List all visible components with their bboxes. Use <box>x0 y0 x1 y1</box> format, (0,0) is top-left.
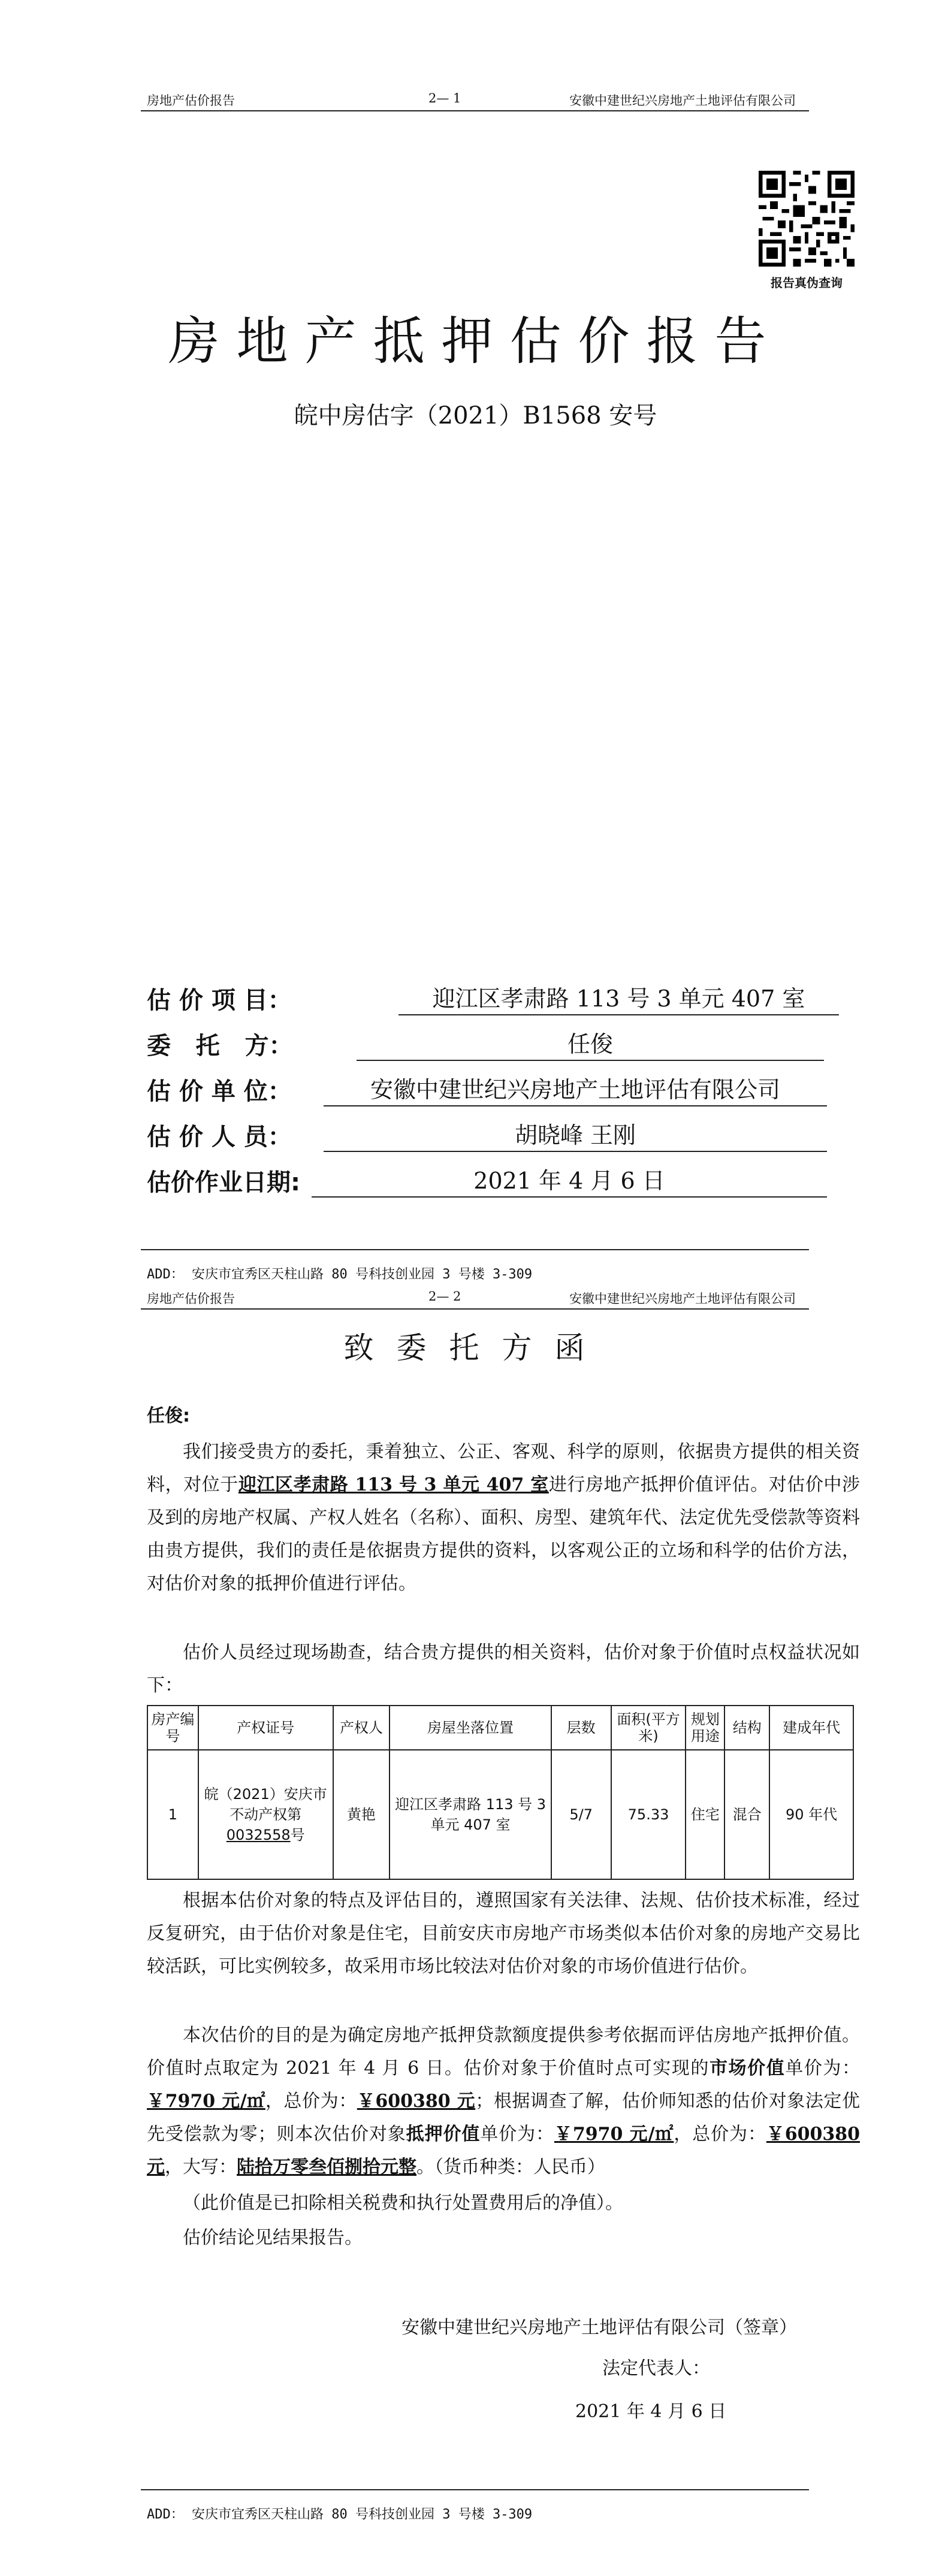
th-location: 房屋坐落位置 <box>390 1706 551 1750</box>
th-structure: 结构 <box>724 1706 769 1750</box>
header-left: 房地产估价报告 <box>147 93 235 108</box>
cell-use: 住宅 <box>686 1750 724 1879</box>
info-label-appraiser-company: 估 价 单 位： <box>147 1078 292 1105</box>
signature-company: 安徽中建世纪兴房地产土地评估有限公司（签章） <box>401 2317 797 2338</box>
info-label-appraisers: 估 价 人 员： <box>147 1123 292 1151</box>
report-number: 皖中房估字（2021）B1568 安号 <box>294 402 657 430</box>
signature-legal-rep: 法定代表人： <box>602 2358 710 2379</box>
header-page-number: 2— 1 <box>428 91 461 105</box>
footer-address: ADD： 安庆市宜秀区天柱山路 80 号科技创业园 3 号楼 3-309 <box>147 1267 533 1282</box>
th-property-no: 房产编号 <box>147 1706 198 1750</box>
header-left-p2: 房地产估价报告 <box>147 1292 235 1306</box>
table-header-row <box>147 1706 853 1750</box>
header-right-p2: 安徽中建世纪兴房地产土地评估有限公司 <box>569 1292 796 1306</box>
info-value-project: 迎江区孝肃路 113 号 3 单元 407 室 <box>398 980 839 1015</box>
cell-area: 75.33 <box>611 1750 686 1879</box>
qr-caption: 报告真伪查询 <box>771 276 843 290</box>
report-title: 房地产抵押估价报告 <box>168 312 783 371</box>
mortgage-unit-price: ￥7970 元/㎡ <box>554 2124 674 2145</box>
total-in-words: 陆拾万零叁佰捌拾元整 <box>237 2157 416 2178</box>
property-address-highlight: 迎江区孝肃路 113 号 3 单元 407 室 <box>238 1474 549 1495</box>
cell-location: 迎江区孝肃路 113 号 3 单元 407 室 <box>390 1750 551 1879</box>
info-value-appraiser-company: 安徽中建世纪兴房地产土地评估有限公司 <box>324 1071 827 1106</box>
market-unit-price: ￥7970 元/㎡ <box>147 2091 265 2112</box>
property-table <box>147 1705 854 1880</box>
th-year: 建成年代 <box>769 1706 853 1750</box>
cell-property-no: 1 <box>147 1750 198 1879</box>
footer-address-p2: ADD： 安庆市宜秀区天柱山路 80 号科技创业园 3 号楼 3-309 <box>147 2507 533 2522</box>
th-area: 面积(平方米) <box>611 1706 686 1750</box>
cell-year: 90 年代 <box>769 1750 853 1879</box>
qr-code-icon[interactable] <box>759 171 855 267</box>
header-page-number-p2: 2— 2 <box>428 1289 461 1304</box>
letter-paragraph-3: 根据本估价对象的特点及评估目的，遵照国家有关法律、法规、估价技术标准，经过反复研究，由于估价对象是住宅，目前安庆市房地产市场类似本估价对象的房地产交易比较活跃，可比实例较多，故采用市场比较法对估价对象的市场价值进行估价。 <box>147 1890 860 1977</box>
th-owner: 产权人 <box>333 1706 390 1750</box>
th-floors: 层数 <box>551 1706 611 1750</box>
market-total-price: ￥600380 元 <box>357 2091 476 2112</box>
letter-paragraph-4: 本次估价的目的是为确定房地产抵押贷款额度提供参考依据而评估房地产抵押价值。价值时点取定为 2021 年 4 月 6 日。估价对象于价值时点可实现的市场价值单价为：￥7970 元/㎡，总价为：￥600380 元；根据调查了解，估价师知悉的估价对象法定优先受偿款为零；则本次估价对象抵押价值单价为：￥7970 元/㎡，总价为：￥600380 元，大写：陆拾万零叁佰捌拾元整。（货币种类：人民币） <box>147 2025 861 2178</box>
salutation: 任俊: <box>147 1405 190 1426</box>
header-rule-p2 <box>141 1308 809 1310</box>
info-value-appraisers: 胡晓峰 王刚 <box>324 1117 827 1152</box>
letter-title: 致委托方函 <box>343 1331 608 1365</box>
th-cert-no: 产权证号 <box>198 1706 333 1750</box>
info-value-work-date: 2021 年 4 月 6 日 <box>312 1162 827 1198</box>
info-value-client: 任俊 <box>357 1026 824 1061</box>
letter-paragraph-1: 我们接受贵方的委托，秉着独立、公正、客观、科学的原则，依据贵方提供的相关资料，对位于迎江区孝肃路 113 号 3 单元 407 室进行房地产抵押价值评估。对估价中涉及到的房地产权属、产权人姓名（名称）、面积、房型、建筑年代、法定优先受偿款等资料由贵方提供，我们的责任是依据贵方提供的资料，以客观公正的立场和科学的估价方法，对估价对象的抵押价值进行评估。 <box>147 1441 860 1594</box>
info-label-work-date: 估价作业日期: <box>147 1169 300 1196</box>
letter-paragraph-6: 估价结论见结果报告。 <box>183 2227 363 2248</box>
cell-cert-no: 皖（2021）安庆市不动产权第0032558号 <box>198 1750 333 1879</box>
cell-owner: 黄艳 <box>333 1750 390 1879</box>
footer-rule <box>141 1249 809 1250</box>
header-right: 安徽中建世纪兴房地产土地评估有限公司 <box>569 93 796 108</box>
mortgage-total-price: ￥600380 元 <box>147 2124 861 2178</box>
cell-structure: 混合 <box>724 1750 769 1879</box>
info-label-client: 委 托 方： <box>147 1032 293 1060</box>
market-value-label: 市场价值 <box>709 2058 786 2079</box>
mortgage-value-label: 抵押价值 <box>406 2124 481 2145</box>
cell-floors: 5/7 <box>551 1750 611 1879</box>
footer-rule-p2 <box>141 2489 809 2490</box>
letter-paragraph-2: 估价人员经过现场勘查，结合贵方提供的相关资料，估价对象于价值时点权益状况如下： <box>147 1642 860 1696</box>
table-row <box>147 1750 853 1879</box>
signature-date: 2021 年 4 月 6 日 <box>575 2401 727 2422</box>
header-rule <box>141 110 809 111</box>
info-label-project: 估 价 项 目： <box>147 987 292 1014</box>
th-use: 规划用途 <box>686 1706 724 1750</box>
letter-paragraph-5: （此价值是已扣除相关税费和执行处置费用后的净值）。 <box>183 2193 623 2214</box>
